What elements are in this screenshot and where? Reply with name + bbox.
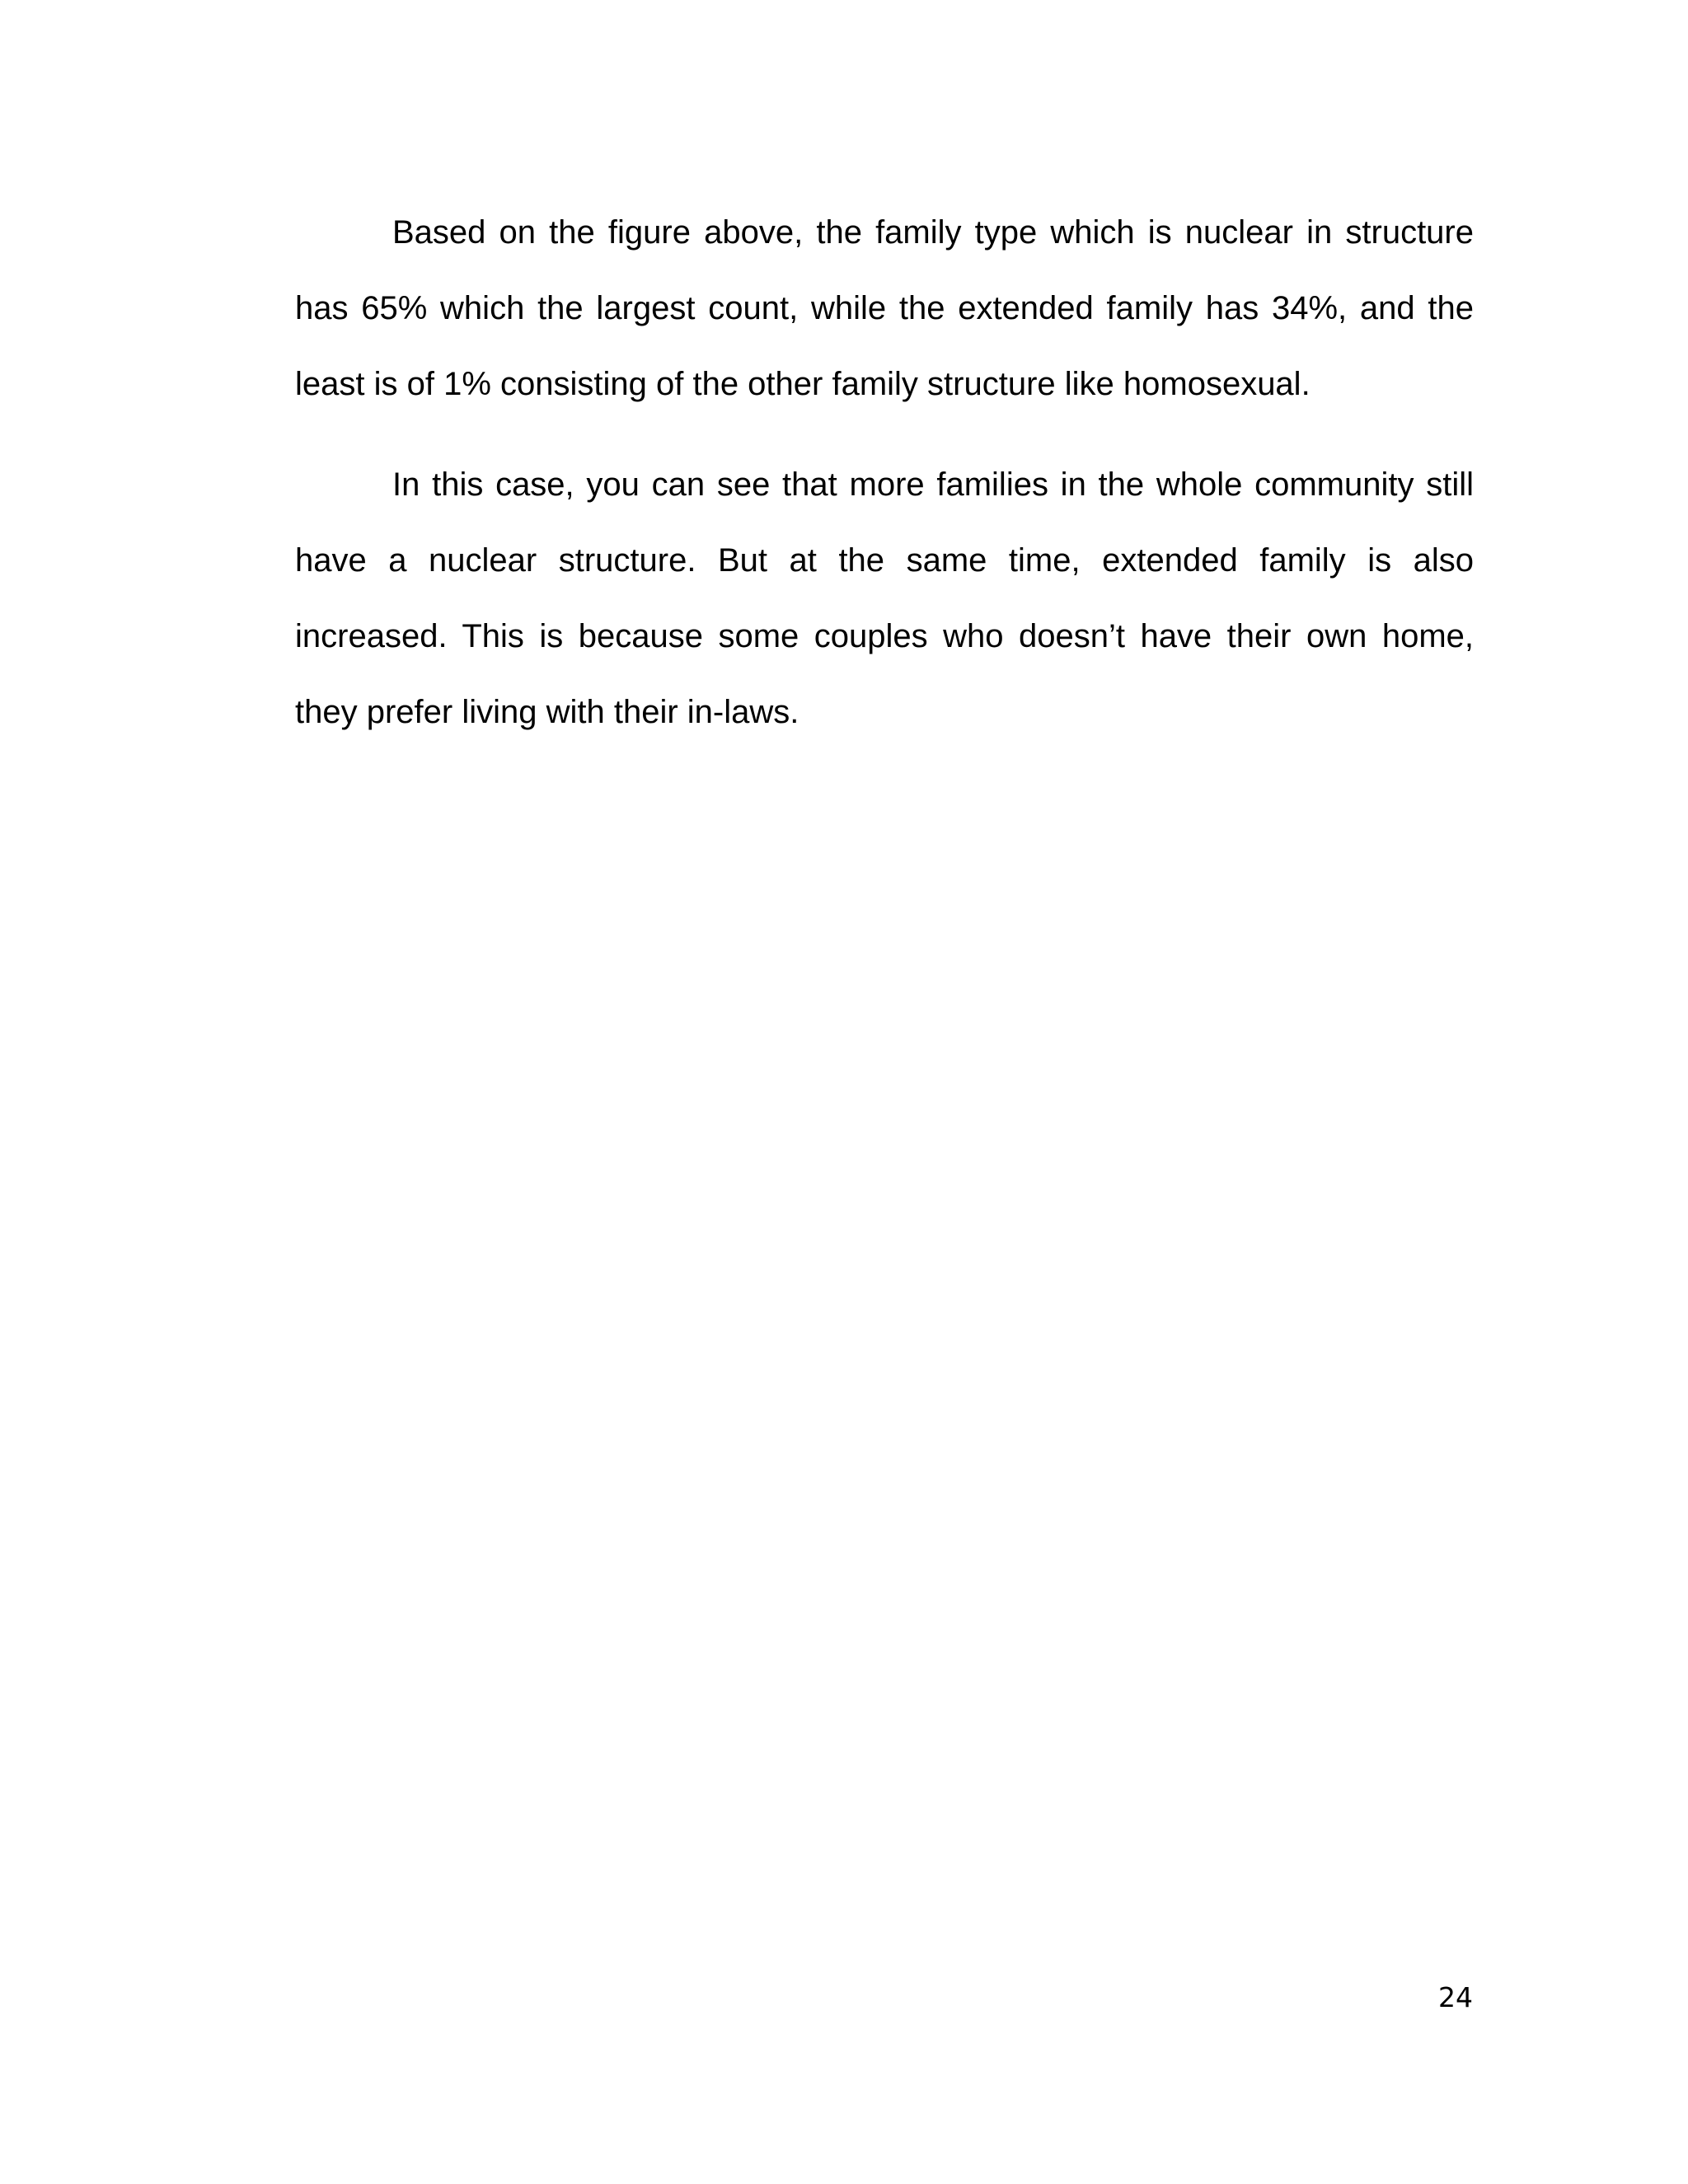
paragraph-1: Based on the figure above, the family type which is nuclear in structure has 65% which the largest count, while the extended family has 34%, and the least is of 1% consisting of the other family structure like homosexual.	[295, 214, 1474, 402]
page-number: 24	[1438, 1981, 1473, 2013]
body-text	[295, 194, 1474, 750]
paragraph-2: In this case, you can see that more families in the whole community still have a nuclear structure. But at the same time, extended family is also increased. This is because some couples who doesn’t have their own home, they prefer living with their in-laws.	[295, 466, 1474, 730]
